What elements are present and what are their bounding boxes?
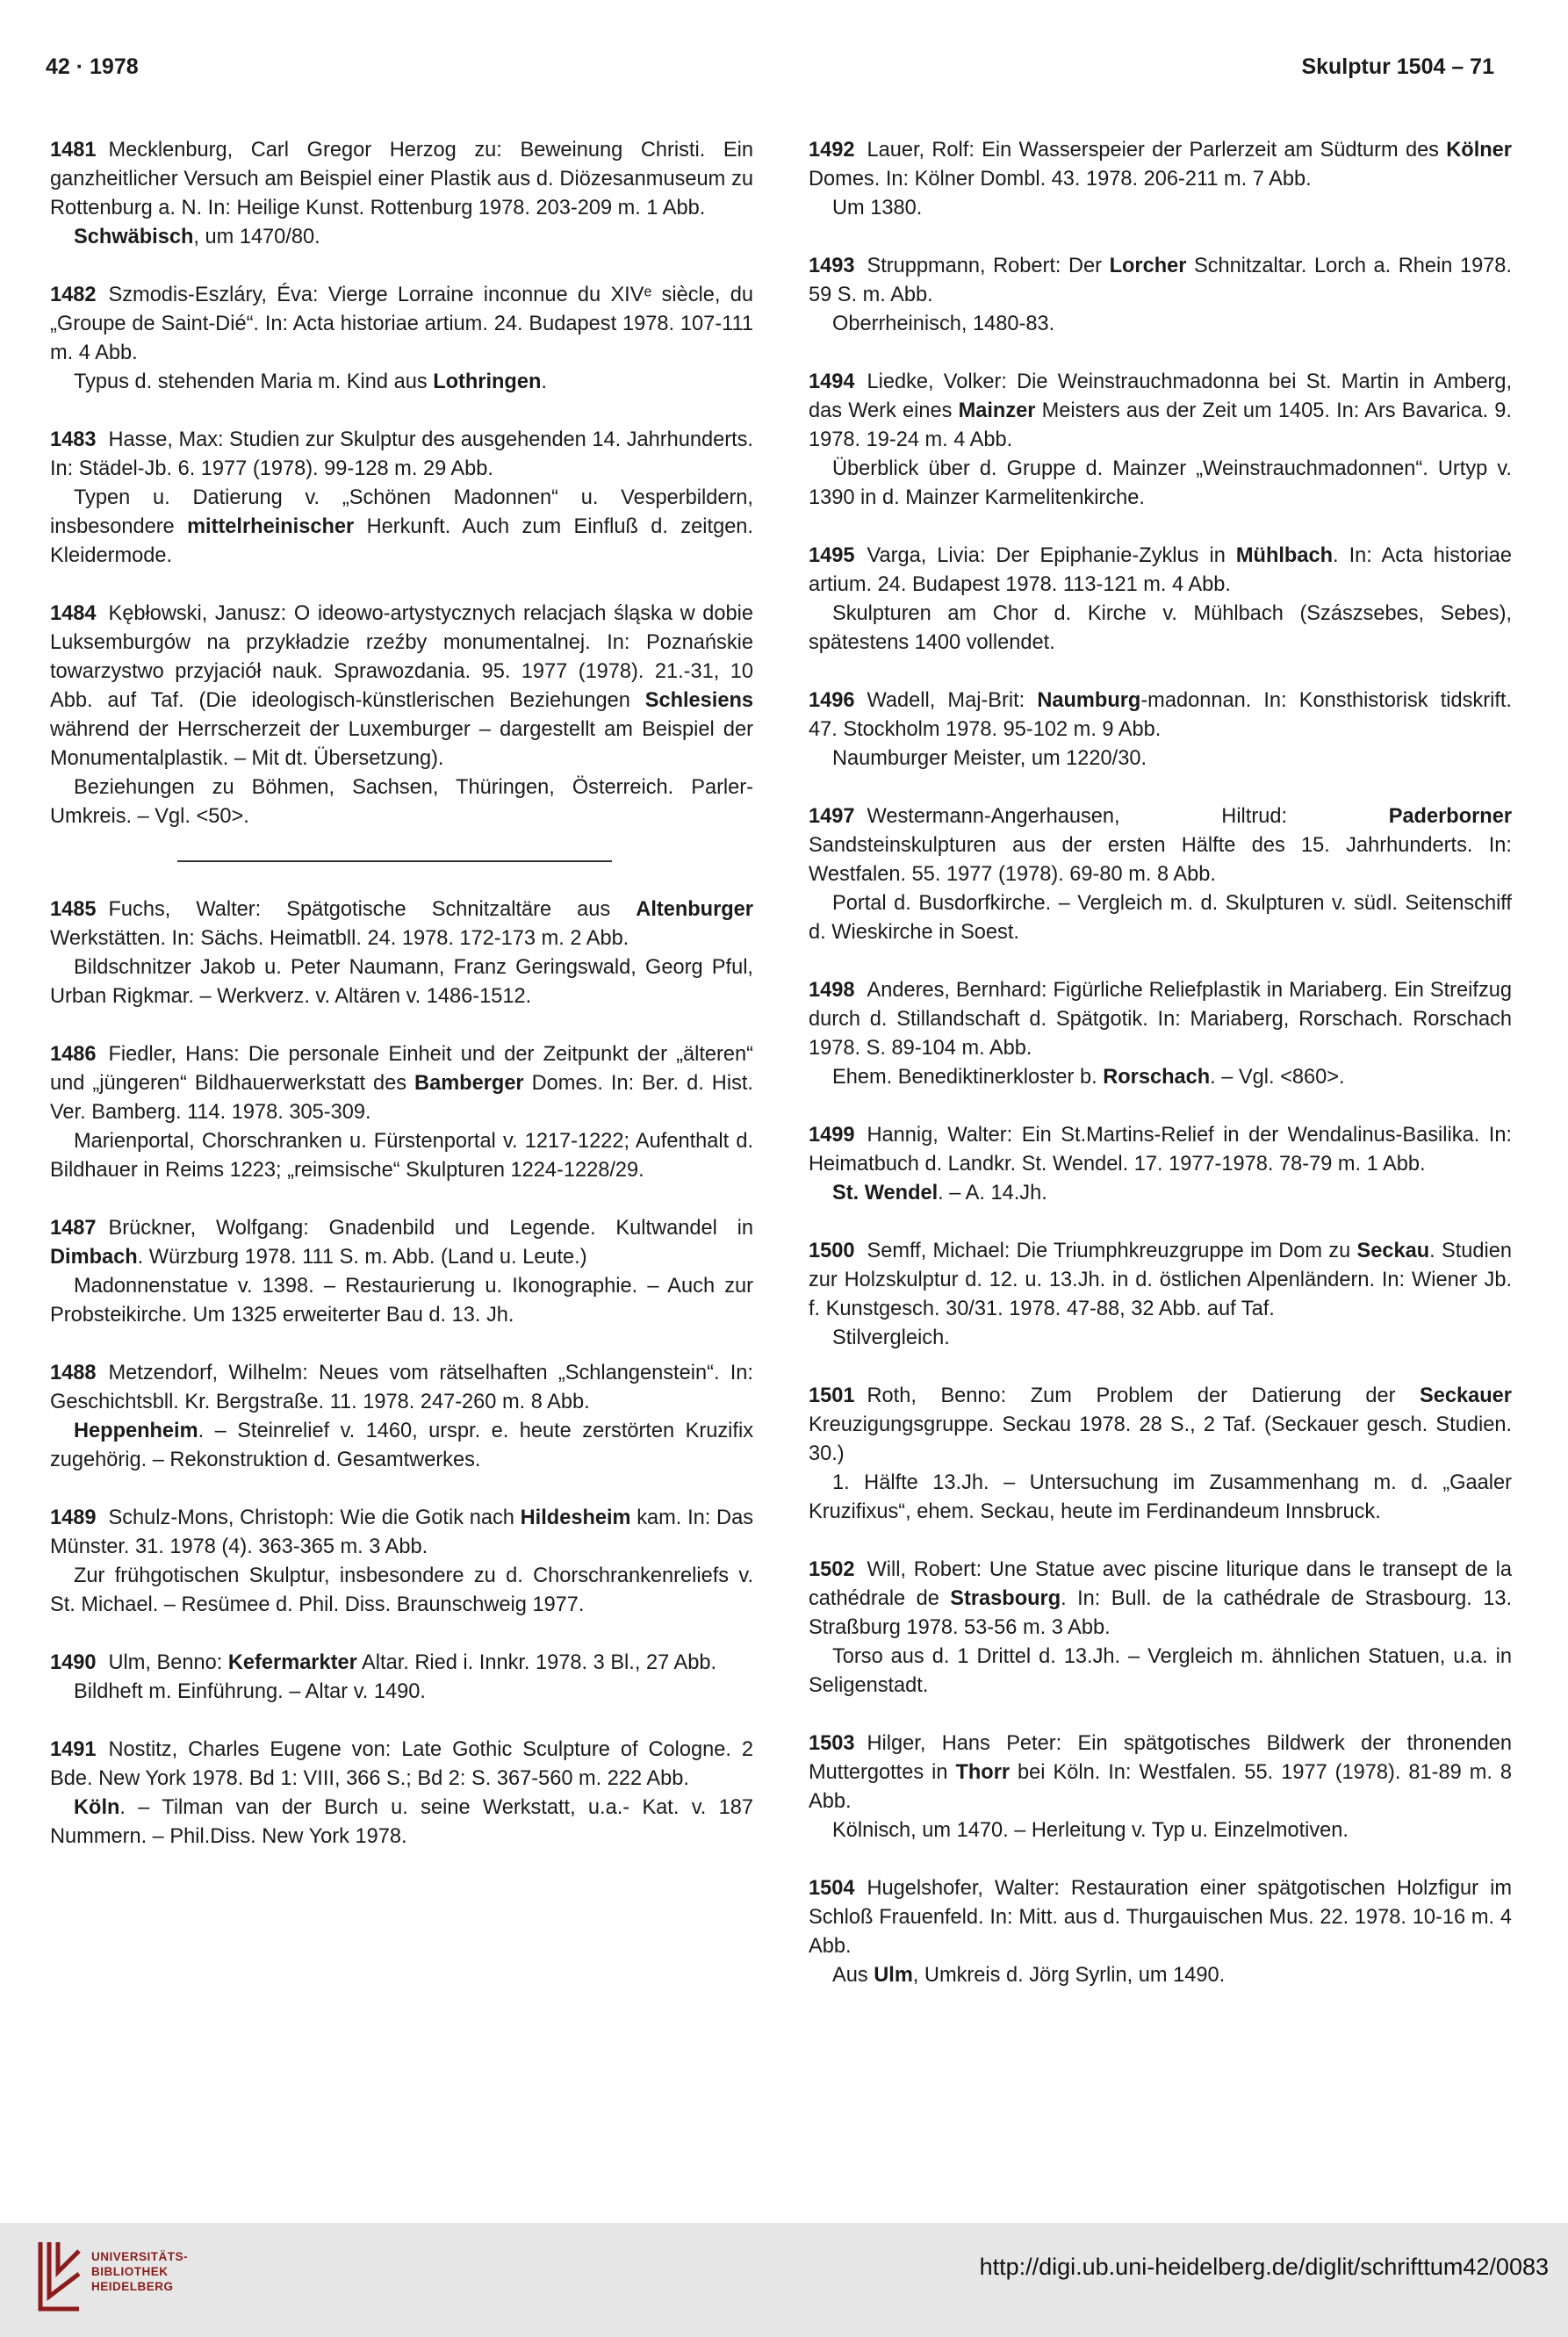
- entry-citation: [50, 1649, 753, 1678]
- entry-note: [50, 953, 753, 1011]
- text-segment: Schulz-Mons, Christoph: Wie die Gotik nach: [108, 1506, 521, 1529]
- right-column: [809, 136, 1512, 2019]
- text-segment: . – A. 14.Jh.: [938, 1182, 1047, 1204]
- entry-number: 1496: [809, 689, 855, 712]
- text-segment: Sandsteinskulpturen aus der ersten Hälfte des 15. Jahrhunderts. In: Westfalen. 55. 1977 (1978). 69-80 m. 8 Abb.: [809, 834, 1512, 886]
- text-segment: Wadell, Maj-Brit:: [867, 689, 1038, 712]
- text-segment: Madonnenstatue v. 1398. – Restaurierung u. Ikonographie. – Auch zur Probsteikirche. Um 1325 erweiterter Bau d. 13. Jh.: [50, 1275, 753, 1327]
- keyword: Naumburg: [1037, 689, 1141, 712]
- keyword: Lothringen: [433, 370, 542, 393]
- keyword: Lorcher: [1109, 255, 1187, 277]
- bibliography-entry: [50, 1214, 753, 1330]
- entry-number: 1500: [809, 1240, 855, 1262]
- text-segment: Brückner, Wolfgang: Gnadenbild und Legende. Kultwandel in: [108, 1217, 753, 1240]
- bibliography-entry: [809, 1874, 1512, 1990]
- page-header-right: Skulptur 1504 – 71: [1301, 54, 1494, 79]
- text-segment: , Umkreis d. Jörg Syrlin, um 1490.: [912, 1964, 1226, 1987]
- text-segment: Herkunft. Auch zum Einfluß d. zeitgen. Kleidermode.: [50, 515, 753, 567]
- text-segment: . Würzburg 1978. 111 S. m. Abb. (Land u. Leute.): [137, 1246, 587, 1269]
- bibliography-entry: [50, 136, 753, 252]
- text-segment: Anderes, Bernhard: Figürliche Reliefplastik in Mariaberg. Ein Streifzug durch d. Stillandschaft d. Spätgotik. In: Mariaberg, Rorschach. Rorschach 1978. S. 89-104 m. Abb.: [809, 979, 1512, 1060]
- entry-note: [50, 1562, 753, 1620]
- text-segment: Will, Robert: Une Statue avec piscine liturique dans le transept de la cathédrale de: [809, 1558, 1512, 1610]
- bibliography-entry: [50, 1736, 753, 1852]
- entry-note: [50, 1272, 753, 1330]
- text-segment: . In: Acta historiae artium. 24. Budapest 1978. 113-121 m. 4 Abb.: [809, 544, 1512, 596]
- keyword: Mühlbach: [1235, 544, 1333, 567]
- footer-bar: [0, 2223, 1568, 2337]
- keyword: Kölner: [1446, 139, 1512, 162]
- text-segment: Schnitzaltar. Lorch a. Rhein 1978. 59 S. m. Abb.: [809, 255, 1512, 306]
- text-segment: . – Tilman van der Burch u. seine Werkstatt, u.a.- Kat. v. 187 Nummern. – Phil.Diss. New York 1978.: [50, 1796, 753, 1848]
- text-segment: . Studien zur Holzskulptur d. 12. u. 13.Jh. in d. östlichen Alpenländern. In: Wiener Jb. f. Kunstgesch. 30/31. 1978. 47-88, 32 Abb. auf Taf.: [809, 1240, 1512, 1320]
- bibliography-entry: [809, 252, 1512, 339]
- bibliography-entry: [50, 895, 753, 1011]
- entry-citation: [809, 1237, 1512, 1324]
- bibliography-entry: [809, 687, 1512, 773]
- text-segment: . – Steinrelief v. 1460, urspr. e. heute zerstörten Kruzifix zugehörig. – Rekonstruktion d. Gesamtwerkes.: [50, 1420, 753, 1471]
- text-segment: . – Vgl. <860>.: [1210, 1066, 1345, 1089]
- text-segment: Typen u. Datierung v. „Schönen Madonnen“ u. Vesperbildern, insbesondere: [50, 486, 753, 538]
- bibliography-entry: [809, 1382, 1512, 1527]
- entry-note: [809, 600, 1512, 658]
- keyword: Mainzer: [958, 399, 1036, 422]
- entry-citation: [50, 281, 753, 368]
- keyword: Dimbach: [50, 1246, 138, 1269]
- entry-citation: [50, 136, 753, 223]
- keyword: Kefermarkter: [227, 1651, 357, 1674]
- text-segment: Liedke, Volker: Die Weinstrauchmadonna bei St. Martin in Amberg, das Werk eines: [809, 370, 1512, 422]
- text-segment: . In: Bull. de la cathédrale de Strasbourg. 13. Straßburg 1978. 53-56 m. 3 Abb.: [809, 1587, 1512, 1639]
- entry-citation: [809, 1121, 1512, 1179]
- text-segment: Varga, Livia: Der Epiphanie-Zyklus in: [867, 544, 1236, 567]
- source-url: http://digi.ub.uni-heidelberg.de/diglit/schrifttum42/0083: [979, 2254, 1549, 2280]
- text-segment: , um 1470/80.: [193, 226, 320, 248]
- library-name-line: BIBLIOTHEK: [91, 2265, 169, 2278]
- bibliography-entry: [50, 426, 753, 571]
- entry-number: 1487: [50, 1217, 97, 1240]
- entry-citation: [809, 1556, 1512, 1643]
- entry-number: 1498: [809, 979, 855, 1002]
- bibliography-entry: [50, 1504, 753, 1620]
- entry-citation: [50, 1040, 753, 1127]
- text-segment: Beziehungen zu Böhmen, Sachsen, Thüringen, Österreich. Parler-Umkreis. – Vgl. <50>.: [50, 776, 753, 828]
- entry-number: 1482: [50, 284, 97, 306]
- text-segment: bei Köln. In: Westfalen. 55. 1977 (1978). 81-89 m. 8 Abb.: [809, 1761, 1512, 1813]
- entry-note: [809, 194, 1512, 223]
- text-segment: Nostitz, Charles Eugene von: Late Gothic Sculpture of Cologne. 2 Bde. New York 1978. Bd 1: VIII, 366 S.; Bd 2: S. 367-560 m. 222 Abb.: [50, 1738, 753, 1790]
- entry-citation: [809, 687, 1512, 744]
- text-segment: Fiedler, Hans: Die personale Einheit und der Zeitpunkt der „älteren“ und „jüngeren“ Bildhauerwerkstatt des: [50, 1043, 753, 1095]
- entry-number: 1502: [809, 1558, 855, 1581]
- entry-number: 1491: [50, 1738, 97, 1761]
- bibliography-entry: [809, 1556, 1512, 1701]
- entry-number: 1486: [50, 1043, 97, 1066]
- entry-note: [50, 773, 753, 831]
- text-segment: Ehem. Benediktinerkloster b.: [832, 1066, 1104, 1089]
- text-segment: Lauer, Rolf: Ein Wasserspeier der Parlerzeit am Südturm des: [867, 139, 1447, 162]
- entry-citation: [50, 426, 753, 484]
- keyword: Bamberger: [414, 1072, 524, 1095]
- bibliography-entry: [809, 1729, 1512, 1845]
- bibliography-entry: [809, 1121, 1512, 1208]
- entry-number: 1499: [809, 1124, 855, 1147]
- text-segment: Kreuzigungsgruppe. Seckau 1978. 28 S., 2 Taf. (Seckauer gesch. Studien. 30.): [809, 1413, 1512, 1465]
- bibliography-entry: [809, 542, 1512, 658]
- text-segment: Meisters aus der Zeit um 1405. In: Ars Bavarica. 9. 1978. 19-24 m. 4 Abb.: [809, 399, 1512, 451]
- text-segment: Domes. In: Ber. d. Hist. Ver. Bamberg. 114. 1978. 305-309.: [50, 1072, 753, 1124]
- entry-number: 1495: [809, 544, 855, 567]
- keyword: Hildesheim: [520, 1506, 631, 1529]
- text-segment: Hannig, Walter: Ein St.Martins-Relief in der Wendalinus-Basilika. In: Heimatbuch d. Landkr. St. Wendel. 17. 1977-1978. 78-79 m. 1 Abb.: [809, 1124, 1512, 1176]
- text-segment: -madonnan. In: Konsthistorisk tidskrift. 47. Stockholm 1978. 95-102 m. 9 Abb.: [809, 689, 1512, 741]
- entry-number: 1490: [50, 1651, 97, 1674]
- entry-note: [809, 1643, 1512, 1701]
- keyword: Strasbourg: [950, 1587, 1061, 1610]
- entry-number: 1494: [809, 370, 855, 393]
- text-segment: Zur frühgotischen Skulptur, insbesondere zu d. Chorschrankenreliefs v. St. Michael. – Resümee d. Phil. Diss. Braunschweig 1977.: [50, 1564, 753, 1616]
- entry-citation: [809, 976, 1512, 1063]
- text-segment: Kölnisch, um 1470. – Herleitung v. Typ u. Einzelmotiven.: [832, 1819, 1349, 1842]
- text-segment: .: [541, 370, 547, 393]
- entry-note: [809, 1179, 1512, 1208]
- bibliography-entry: [50, 1040, 753, 1185]
- text-segment: Fuchs, Walter: Spätgotische Schnitzaltäre aus: [108, 898, 637, 921]
- bibliography-entry: [809, 802, 1512, 947]
- text-segment: Bildheft m. Einführung. – Altar v. 1490.: [74, 1680, 426, 1703]
- keyword: Paderborner: [1388, 805, 1512, 828]
- entry-note: [809, 1816, 1512, 1845]
- page-header-left: 42 · 1978: [46, 54, 139, 79]
- entry-citation: [809, 1874, 1512, 1961]
- text-segment: Überblick über d. Gruppe d. Mainzer „Weinstrauchmadonnen“. Urtyp v. 1390 in d. Mainzer Karmelitenkirche.: [809, 457, 1512, 509]
- entry-citation: [50, 895, 753, 953]
- entry-note: [50, 223, 753, 252]
- text-segment: Hasse, Max: Studien zur Skulptur des ausgehenden 14. Jahrhunderts. In: Städel-Jb. 6. 1977 (1978). 99-128 m. 29 Abb.: [50, 428, 753, 480]
- keyword: Seckauer: [1420, 1384, 1512, 1407]
- text-segment: Werkstätten. In: Sächs. Heimatbll. 24. 1978. 172-173 m. 2 Abb.: [50, 927, 629, 950]
- text-segment: kam. In: Das Münster. 31. 1978 (4). 363-365 m. 3 Abb.: [50, 1506, 753, 1558]
- left-column: [50, 136, 753, 1880]
- bibliography-entry: [50, 1359, 753, 1475]
- keyword: Schlesiens: [644, 689, 753, 712]
- text-segment: 1. Hälfte 13.Jh. – Untersuchung im Zusammenhang m. d. „Gaaler Kruzifixus“, ehem. Seckau, heute im Ferdinandeum Innsbruck.: [809, 1471, 1512, 1523]
- entry-citation: [809, 368, 1512, 455]
- text-segment: Aus: [832, 1964, 874, 1987]
- text-segment: Torso aus d. 1 Drittel d. 13.Jh. – Vergleich m. ähnlichen Statuen, u.a. in Seligenstadt.: [809, 1645, 1512, 1697]
- entry-citation: [809, 1382, 1512, 1469]
- bibliography-entry: [809, 136, 1512, 223]
- text-segment: Westermann-Angerhausen, Hiltrud:: [867, 805, 1389, 828]
- text-segment: Szmodis-Eszláry, Éva: Vierge Lorraine inconnue du XIVᵉ siècle, du „Groupe de Saint-Dié“. In: Acta historiae artium. 24. Budapest 1978. 107-111 m. 4 Abb.: [50, 284, 753, 364]
- entry-note: [809, 310, 1512, 339]
- bibliography-entry: [50, 1649, 753, 1707]
- text-segment: Marienportal, Chorschranken u. Fürstenportal v. 1217-1222; Aufenthalt d. Bildhauer in Reims 1223; „reimsische“ Skulpturen 1224-1228/29.: [50, 1130, 753, 1182]
- entry-note: [50, 1127, 753, 1185]
- entry-note: [809, 455, 1512, 513]
- text-segment: Bildschnitzer Jakob u. Peter Naumann, Franz Geringswald, Georg Pful, Urban Rigkmar. – Werkverz. v. Altären v. 1486-1512.: [50, 956, 753, 1008]
- text-segment: Typus d. stehenden Maria m. Kind aus: [74, 370, 434, 393]
- keyword: Altenburger: [636, 898, 753, 921]
- entry-citation: [50, 1214, 753, 1272]
- bibliography-entry: [809, 368, 1512, 513]
- text-segment: Domes. In: Kölner Dombl. 43. 1978. 206-211 m. 7 Abb.: [809, 168, 1312, 191]
- entry-number: 1493: [809, 255, 855, 277]
- entry-citation: [50, 600, 753, 773]
- keyword: mittelrheinischer: [187, 515, 355, 538]
- entry-number: 1497: [809, 805, 855, 828]
- bibliography-entry: [809, 1237, 1512, 1353]
- bibliography-entry: [50, 281, 753, 397]
- entry-note: [809, 1469, 1512, 1527]
- keyword: St. Wendel: [832, 1182, 939, 1204]
- entry-citation: [809, 802, 1512, 889]
- entry-number: 1489: [50, 1506, 97, 1529]
- entry-note: [809, 1961, 1512, 1990]
- entry-note: [50, 1678, 753, 1707]
- text-segment: Metzendorf, Wilhelm: Neues vom rätselhaften „Schlangenstein“. In: Geschichtsbll. Kr. Bergstraße. 11. 1978. 247-260 m. 8 Abb.: [50, 1362, 753, 1413]
- text-segment: Ulm, Benno:: [108, 1651, 228, 1674]
- entry-citation: [809, 252, 1512, 310]
- keyword: Köln: [74, 1796, 120, 1819]
- entry-number: 1504: [809, 1877, 855, 1900]
- entry-note: [809, 1324, 1512, 1353]
- text-segment: Altar. Ried i. Innkr. 1978. 3 Bl., 27 Abb.: [356, 1651, 716, 1674]
- entry-note: [50, 1794, 753, 1852]
- text-segment: Um 1380.: [832, 197, 923, 219]
- entry-note: [50, 368, 753, 397]
- library-name-line: HEIDELBERG: [91, 2280, 174, 2293]
- text-segment: Mecklenburg, Carl Gregor Herzog zu: Beweinung Christi. Ein ganzheitlicher Versuch am Beispiel einer Plastik aus d. Diözesanmuseum zu Rottenburg a. N. In: Heilige Kunst. Rottenburg 1978. 203-209 m. 1 Abb.: [50, 139, 753, 219]
- text-segment: Kębłowski, Janusz: O ideowo-artystycznych relacjach śląska w dobie Luksemburgów na przykładzie rzeźby monumentalnej. In: Poznańskie towarzystwo przyjaciół nauk. Sprawozdania. 95. 1977 (1978). 21.-31, 10 Abb. auf Taf. (Die ideologisch-künstlerischen Beziehungen: [50, 602, 753, 712]
- entry-citation: [809, 136, 1512, 194]
- entry-number: 1485: [50, 898, 97, 921]
- bibliography-entry: [50, 600, 753, 831]
- keyword: Rorschach: [1103, 1066, 1211, 1089]
- text-segment: Naumburger Meister, um 1220/30.: [832, 747, 1147, 770]
- library-name-line: UNIVERSITÄTS-: [91, 2250, 189, 2263]
- keyword: Schwäbisch: [74, 226, 194, 248]
- text-segment: Roth, Benno: Zum Problem der Datierung der: [867, 1384, 1421, 1407]
- library-logo-icon: [35, 2239, 84, 2312]
- entry-note: [809, 889, 1512, 947]
- text-segment: Hilger, Hans Peter: Ein spätgotisches Bildwerk der thronenden Muttergottes in: [809, 1732, 1512, 1784]
- entry-number: 1481: [50, 139, 97, 162]
- entry-number: 1492: [809, 139, 855, 162]
- entry-note: [809, 744, 1512, 773]
- entry-note: [809, 1063, 1512, 1092]
- text-segment: Skulpturen am Chor d. Kirche v. Mühlbach (Szászsebes, Sebes), spätestens 1400 vollendet.: [809, 602, 1512, 654]
- entry-note: [50, 1417, 753, 1475]
- entry-citation: [809, 542, 1512, 600]
- text-segment: Semff, Michael: Die Triumphkreuzgruppe im Dom zu: [867, 1240, 1357, 1262]
- text-segment: Hugelshofer, Walter: Restauration einer spätgotischen Holzfigur im Schloß Frauenfeld. In: Mitt. aus d. Thurgauischen Mus. 22. 1978. 10-16 m. 4 Abb.: [809, 1877, 1512, 1958]
- bibliography-entry: [809, 976, 1512, 1092]
- entry-citation: [50, 1504, 753, 1562]
- text-segment: während der Herrscherzeit der Luxemburger – dargestellt am Beispiel der Monumentalplastik. – Mit dt. Übersetzung).: [50, 718, 753, 770]
- library-name: [91, 2249, 188, 2294]
- text-segment: Struppmann, Robert: Der: [867, 255, 1110, 277]
- text-segment: Portal d. Busdorfkirche. – Vergleich m. d. Skulpturen v. südl. Seitenschiff d. Wieskirche in Soest.: [809, 892, 1512, 944]
- entry-number: 1501: [809, 1384, 855, 1407]
- entry-note: [50, 484, 753, 571]
- entry-citation: [809, 1729, 1512, 1816]
- entry-citation: [50, 1736, 753, 1794]
- section-divider: [177, 860, 612, 862]
- text-segment: Oberrheinisch, 1480-83.: [832, 313, 1055, 335]
- keyword: Thorr: [955, 1761, 1011, 1784]
- entry-number: 1484: [50, 602, 97, 625]
- entry-number: 1503: [809, 1732, 855, 1755]
- keyword: Heppenheim: [74, 1420, 198, 1442]
- entry-number: 1488: [50, 1362, 97, 1384]
- keyword: Ulm: [874, 1964, 913, 1987]
- entry-number: 1483: [50, 428, 97, 451]
- text-segment: Stilvergleich.: [832, 1327, 950, 1349]
- entry-citation: [50, 1359, 753, 1417]
- keyword: Seckau: [1356, 1240, 1430, 1262]
